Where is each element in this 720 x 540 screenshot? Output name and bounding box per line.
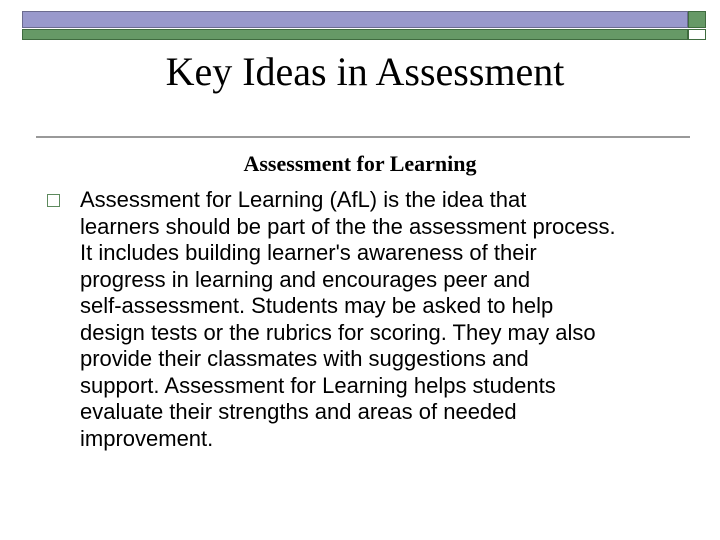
bullet-line: learners should be part of the the assessment process.	[80, 213, 616, 239]
title-divider	[36, 136, 690, 138]
header-square-white	[688, 29, 706, 40]
slide-subtitle: Assessment for Learning	[243, 151, 477, 176]
bullet-line: progress in learning and encourages peer and	[80, 266, 531, 292]
header-band-purple	[22, 11, 688, 28]
square-bullet-icon	[47, 194, 60, 207]
bullet-line: It includes building learner's awareness of their	[80, 240, 537, 265]
bullet-line: design tests or the rubrics for scoring. They may also	[80, 319, 596, 345]
header-band-green	[22, 29, 688, 40]
bullet-line: self-assessment. Students may be asked to help	[80, 293, 554, 318]
bullet-line: Assessment for Learning (AfL) is the idea that	[80, 187, 527, 212]
bullet-line: improvement.	[80, 425, 214, 451]
bullet-paragraph	[80, 187, 690, 452]
bullet-line: evaluate their strengths and areas of needed	[80, 399, 517, 424]
header-square-green	[688, 11, 706, 28]
bullet-line: support. Assessment for Learning helps students	[80, 372, 556, 398]
slide-title: Key Ideas in Assessment	[165, 49, 565, 94]
bullet-line: provide their classmates with suggestions and	[80, 346, 529, 371]
